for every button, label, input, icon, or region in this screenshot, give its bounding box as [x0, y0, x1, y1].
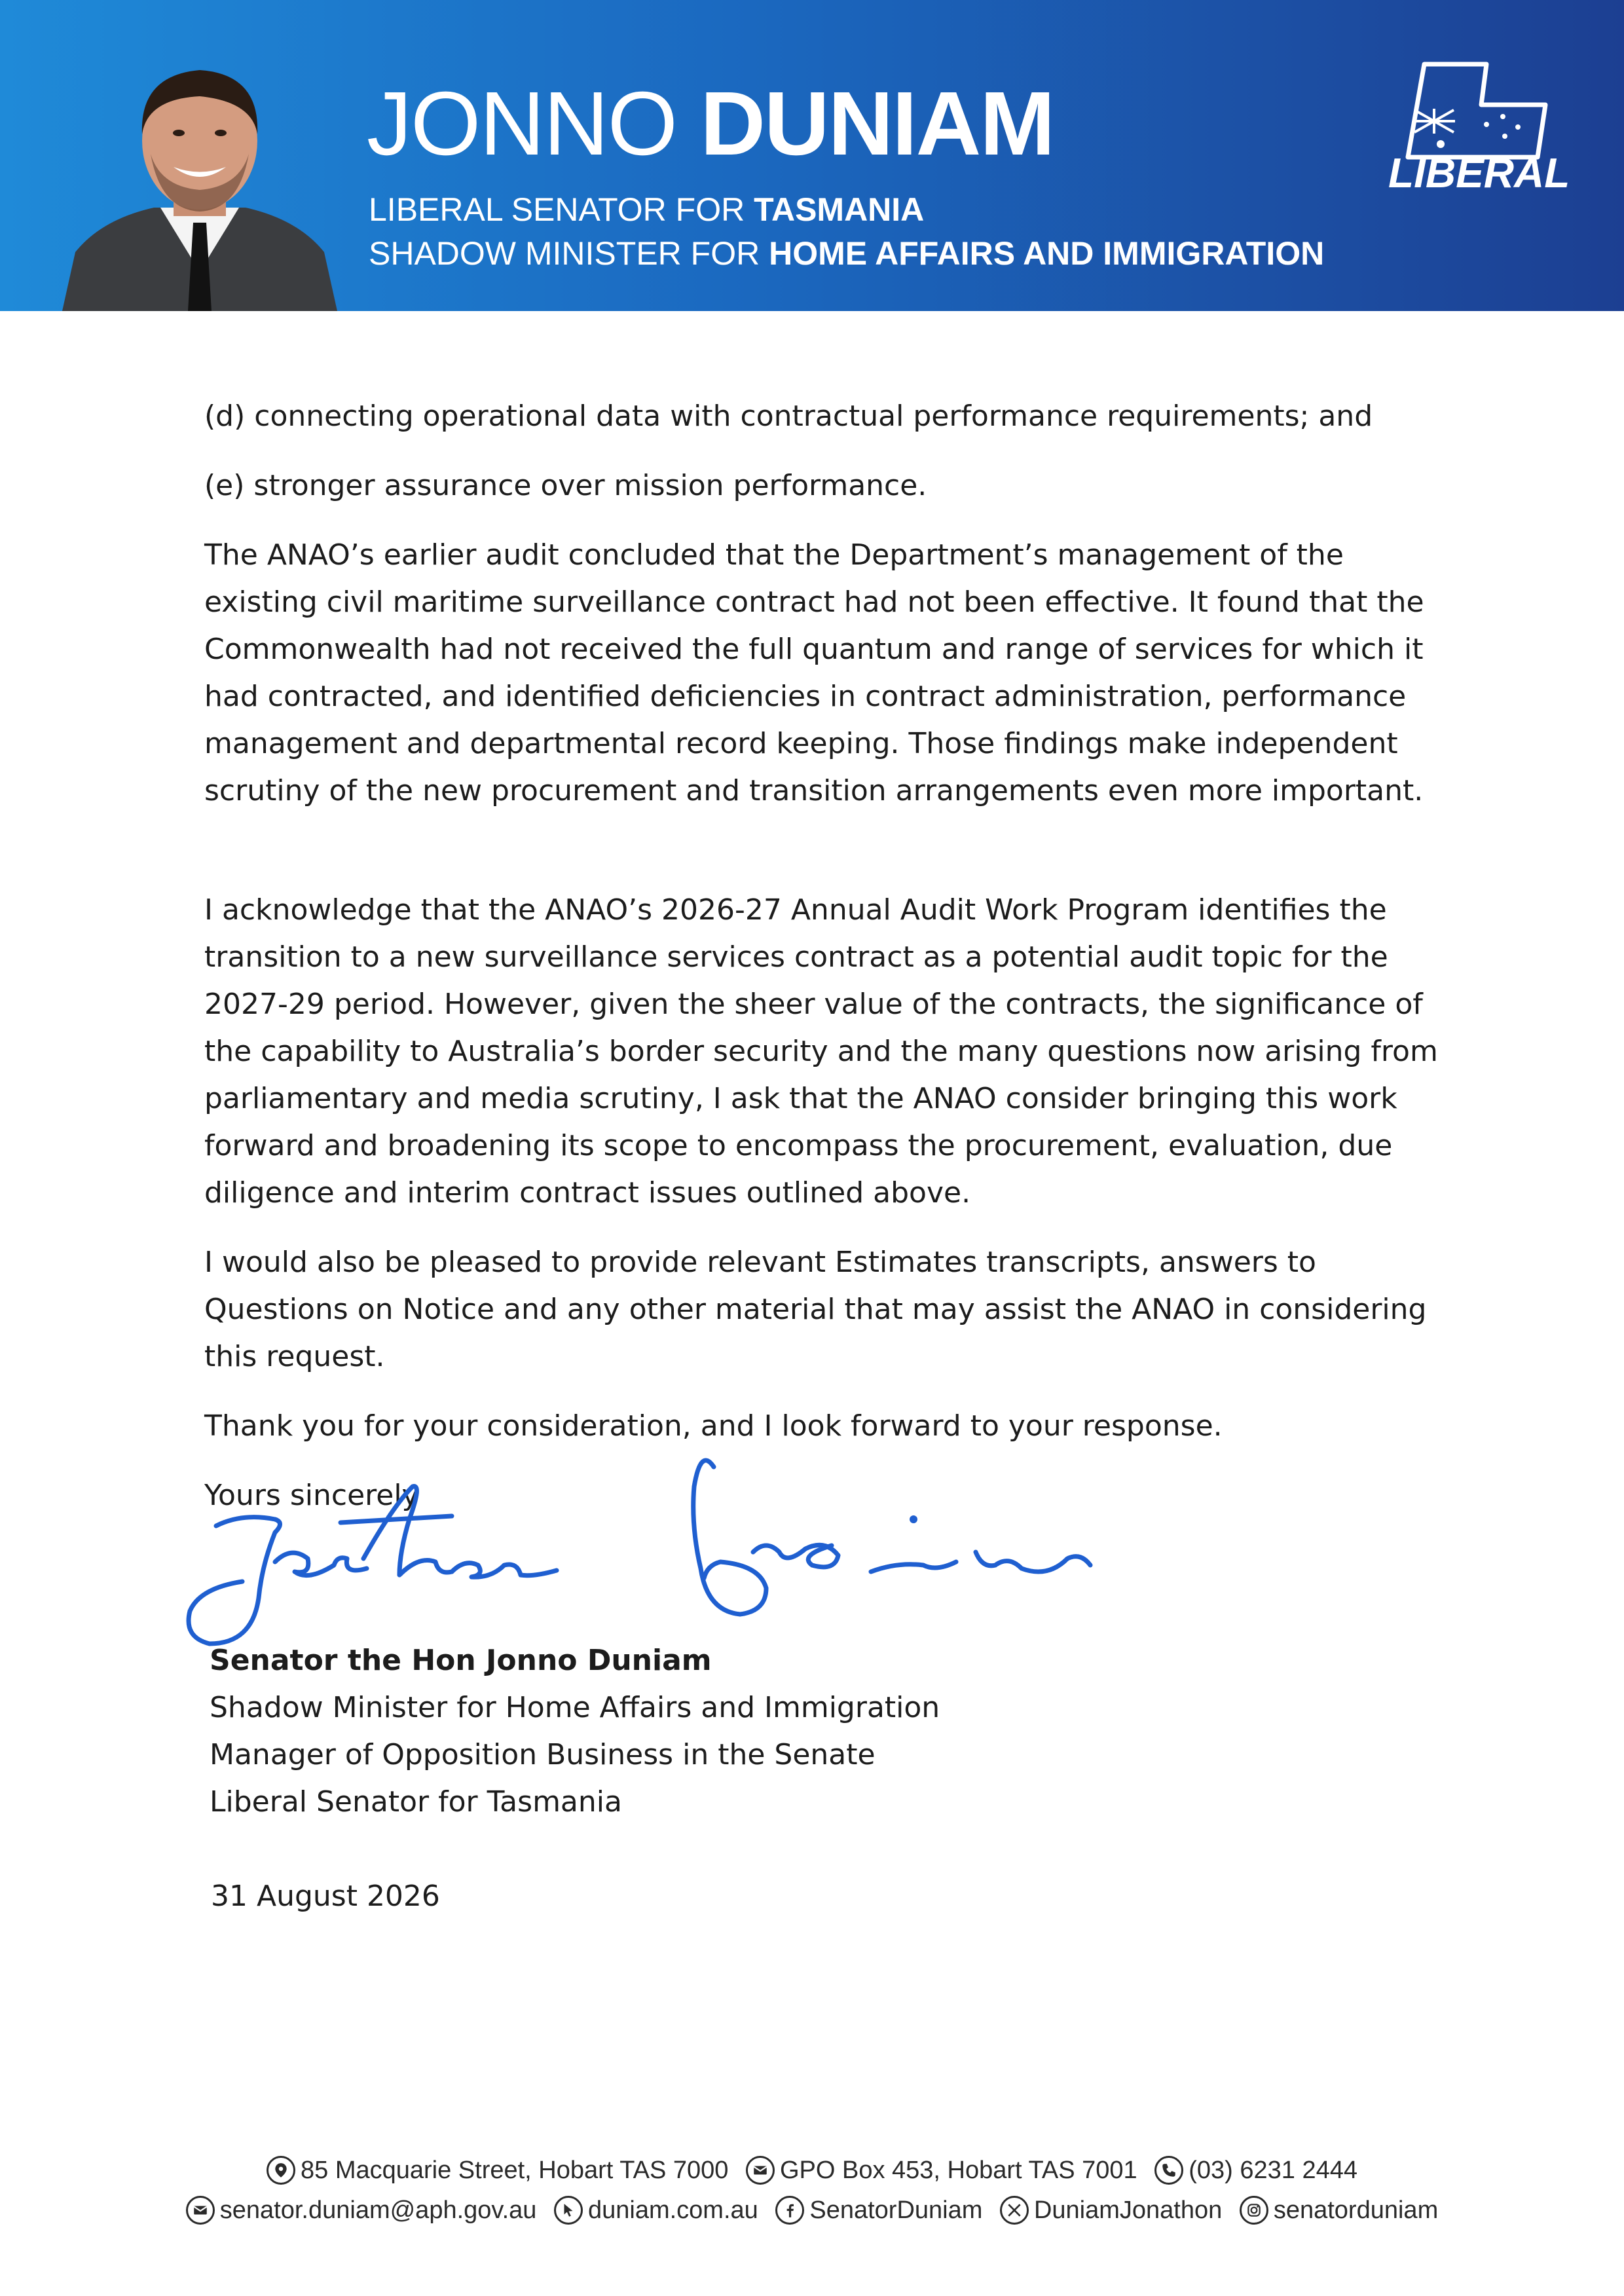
footer-x-text[interactable]: DuniamJonathon [1033, 2196, 1223, 2224]
paragraph-offer-material: I would also be pleased to provide relevant Estimates transcripts, answers to Questions on Notice and any other material that may assist the ANAO in considering this request. [204, 1246, 1427, 1373]
paragraph-thanks: Thank you for your consideration, and I look forward to your response. [204, 1409, 1223, 1443]
header-banner [0, 0, 1624, 311]
valediction: Yours sincerely [204, 1479, 419, 1512]
last-name: DUNIAM [700, 73, 1054, 174]
tagline-portfolio-prefix: SHADOW MINISTER FOR [369, 235, 769, 272]
paragraph-work-program: I acknowledge that the ANAO’s 2026-27 Annual Audit Work Program identifies the transition to a new surveillance services contract as a potential audit topic for the 2027-29 period. However, given the sheer value of the contracts, the significance of the capability to Australia’s border security and the many questions now arising from parliamentary and media scrutiny, I ask that the ANAO consider bringing this work forward and broadening its scope to encompass the procurement, evaluation, due diligence and interim contract issues outlined above. [204, 893, 1438, 1210]
footer-address [267, 2156, 728, 2185]
footer-email[interactable] [186, 2196, 537, 2225]
email-icon [186, 2196, 215, 2225]
signatory-role-shadow-minister: Shadow Minister for Home Affairs and Immigration [210, 1691, 940, 1724]
footer-website[interactable] [554, 2196, 758, 2225]
footer-po-box [746, 2156, 1137, 2185]
liberal-logo-text: LIBERAL [1388, 149, 1570, 196]
phone-icon [1154, 2156, 1183, 2185]
tagline-senator-state: TASMANIA [754, 191, 925, 228]
x-logo-icon [1000, 2196, 1029, 2225]
tagline-portfolio [369, 237, 1324, 270]
signoff-block [210, 1637, 940, 1826]
footer-address-text: 85 Macquarie Street, Hobart TAS 7000 [301, 2156, 729, 2184]
cursor-icon [554, 2196, 583, 2225]
instagram-icon [1240, 2196, 1268, 2225]
senator-portrait [62, 56, 337, 311]
signatory-name: Senator the Hon Jonno Duniam [210, 1644, 712, 1677]
facebook-icon [775, 2196, 804, 2225]
letter-date: 31 August 2026 [211, 1879, 440, 1913]
signatory-role-manager: Manager of Opposition Business in the Senate [210, 1738, 876, 1771]
footer-po-box-text: GPO Box 453, Hobart TAS 7001 [779, 2156, 1137, 2184]
footer-facebook[interactable] [775, 2196, 982, 2225]
paragraph-item-e: (e) stronger assurance over mission performance. [204, 469, 927, 502]
header-name [367, 73, 1054, 174]
tagline-senator [369, 193, 924, 226]
paragraph-item-d: (d) connecting operational data with contractual performance requirements; and [204, 399, 1373, 433]
footer-phone-text: (03) 6231 2444 [1189, 2156, 1357, 2184]
location-pin-icon [267, 2156, 295, 2185]
tagline-portfolio-name: HOME AFFAIRS AND IMMIGRATION [769, 235, 1325, 272]
footer-line-1 [0, 2156, 1624, 2185]
footer-phone [1154, 2156, 1357, 2185]
footer-facebook-text[interactable]: SenatorDuniam [809, 2196, 983, 2224]
paragraph-earlier-audit: The ANAO’s earlier audit concluded that the Department’s management of the existing civil maritime surveillance contract had not been effective. It found that the Commonwealth had not received the full quantum and range of services for which it had contracted, and identified deficiencies in contract administration, performance management and departmental record keeping. Those findings make independent scrutiny of the new procurement and transition arrangements even more important. [204, 538, 1424, 807]
footer-x[interactable] [1000, 2196, 1222, 2225]
mail-icon [746, 2156, 775, 2185]
signatory-role-senator: Liberal Senator for Tasmania [210, 1785, 622, 1819]
tagline-senator-prefix: LIBERAL SENATOR FOR [369, 191, 754, 228]
footer-line-2 [0, 2196, 1624, 2225]
footer-email-text[interactable]: senator.duniam@aph.gov.au [219, 2196, 537, 2224]
footer-instagram[interactable] [1240, 2196, 1438, 2225]
footer-website-text[interactable]: duniam.com.au [587, 2196, 758, 2224]
footer-instagram-text[interactable]: senatorduniam [1273, 2196, 1439, 2224]
first-name: JONNO [367, 73, 676, 174]
handwritten-signature [177, 1447, 1172, 1657]
letter-body [204, 393, 1449, 1542]
